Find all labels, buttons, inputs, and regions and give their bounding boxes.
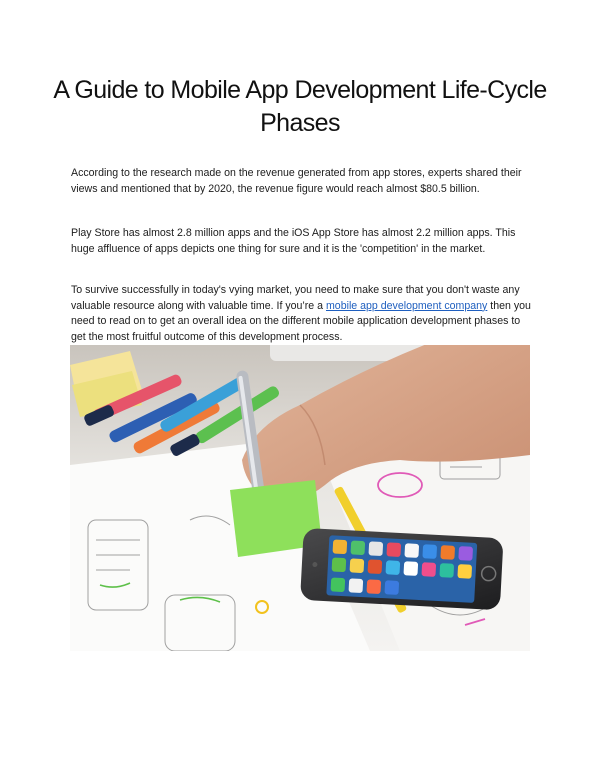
paragraph-survive-lead: To survive successfully in today's vying market, you need to make sure that you don't waste any valuable resource along with valuable time. If you’re a [71,284,520,312]
paragraph-revenue: According to the research made on the revenue generated from app stores, experts shared their views and mentioned that by 2020, the revenue figure would reach almost $80.5 billion. [71,167,522,195]
paragraph-survive [71,283,536,345]
smartphone [300,528,503,610]
hero-photo [70,345,530,651]
paragraph-survive-tail: then you need to read on to get an overall idea on the different mobile application development phases to get the most fruitful outcome of this development process. [71,299,531,343]
mobile-app-development-company-link[interactable]: mobile app development company [325,299,488,312]
hero-photo-illustration [70,345,530,651]
page-title: A Guide to Mobile App Development Life-Cycle Phases [53,76,547,137]
paragraph-app-stores: Play Store has almost 2.8 million apps and the iOS App Store has almost 2.2 million apps. This huge affluence of apps depicts one thing for sure and it is the 'competition' in the market. [71,227,516,255]
